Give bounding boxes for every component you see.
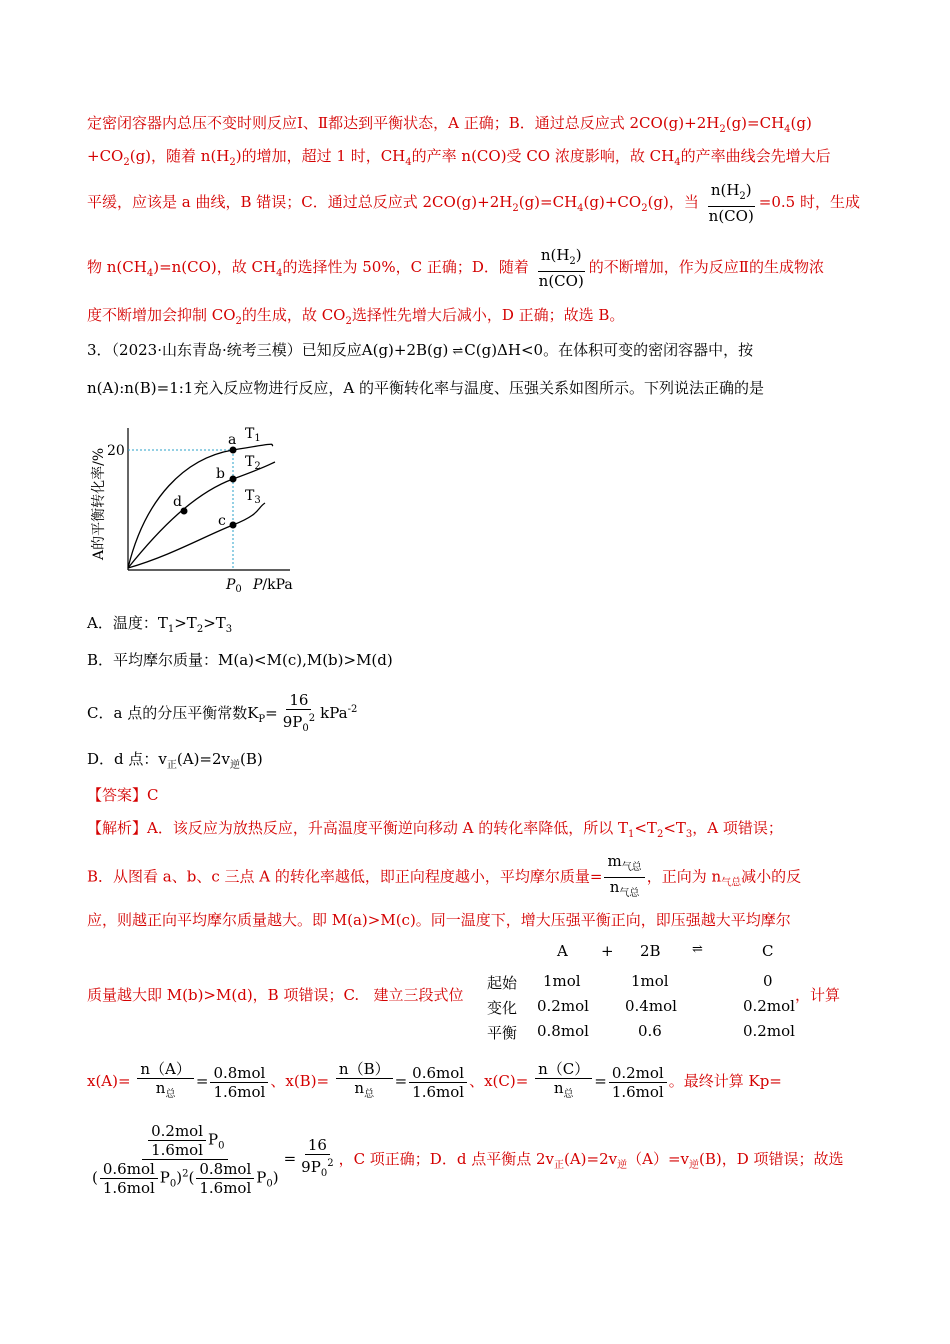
xb-label: 、x(B)=	[270, 1072, 330, 1090]
line3-e: =0.5 时，生成	[758, 193, 860, 211]
ex1-a: 【解析】A．该反应为放热反应，升高温度平衡逆向移动 A 的转化率降低，所以 T	[87, 819, 628, 837]
kp-bot-frac-2	[196, 1160, 254, 1197]
xa-frac-1: $\frac{n(A)}{n_总}$	[137, 1060, 194, 1104]
xc-frac-1: $\frac{n(C)}{n_总}$	[535, 1060, 592, 1104]
q3-reaction-left: A(g)+2B(g)	[361, 341, 449, 359]
text-line-1: 定密闭容器内总压不变时则反应Ⅰ、Ⅱ都达到平衡状态，A 正确；B．通过总反应式 $2CO(g)+2H_2(g)=CH_4(g)$	[87, 114, 812, 135]
series-label-T2: $T_2$	[245, 454, 261, 472]
x-tick-label: $P_0$	[226, 577, 242, 595]
ex2-b: ，正向为 n	[646, 867, 722, 886]
kp-compound-line: $\frac{\text{0.2mol}}{\text{1.6mol}}$ $P_0$ ( $\frac{\text{0.6mol}}{\text{1.6mol}}$ $P_0)^2$( $\frac{\text{0.8mol}}{\text{1.6mol}}$ $P_0$) = $\frac{16}{9P_0^2}$ ，C 项正确；D．d 点平衡点 $2v_正(A)=2v_逆(A)=v_逆(B)$，D 项错误；故选	[87, 1122, 844, 1197]
point-c	[230, 522, 237, 529]
kp-big-fraction: $\frac{\text{0.2mol}}{\text{1.6mol}}$ $P_0$ ( $\frac{\text{0.6mol}}{\text{1.6mol}}$ $P_0)^2$( $\frac{\text{0.8mol}}{\text{1.6mol}}$ $P_0$)	[92, 1122, 279, 1197]
q3-intro-2: 。在体积可变的密闭容器中，按	[543, 341, 754, 359]
cell-start-c: 0	[763, 972, 773, 990]
explanation-line-4	[87, 985, 464, 1005]
option-c: C．a 点的分压平衡常数$K_P=$ $\frac{16}{9P_0^2}$ kPa$^{-2}$	[87, 688, 357, 742]
line2-c: )的增加，超过 1 时，CH	[235, 147, 406, 165]
line2-b: (g)，随着 n(H	[129, 147, 230, 165]
kp-result-den: 9P	[301, 1158, 321, 1176]
kp-result-num: 16	[305, 1136, 330, 1155]
option-a-label: A．温度：	[87, 614, 158, 632]
xb-d1: n	[354, 1079, 365, 1097]
option-b-label: B．平均摩尔质量：	[87, 651, 219, 669]
line5-b: 的生成，故 CO	[241, 306, 346, 324]
line3-c: (g)+CO	[583, 193, 642, 211]
xc-d1: n	[553, 1079, 564, 1097]
question-3-line-2	[87, 378, 764, 398]
conversion-pressure-chart	[85, 418, 305, 598]
kp-bot-frac-1	[100, 1160, 158, 1197]
xb-n1: n（B）	[336, 1060, 393, 1079]
xc-n2: 0.2mol	[609, 1064, 667, 1083]
option-b-formula: M(a)<M(c),M(b)>M(d)	[218, 651, 393, 669]
line4-c: 的选择性为 50%，C 正确；D．随着	[282, 258, 529, 276]
xa-n1: n（A）	[137, 1060, 194, 1079]
kp-final-label: 。最终计算 Kp=	[668, 1072, 782, 1090]
line4-d: 的不断增加，作为反应Ⅱ的生成物浓	[588, 258, 824, 276]
ex6-a: ，C 项正确；D．d 点平衡点 2v	[338, 1149, 554, 1168]
cell-change-b: 0.4mol	[625, 997, 677, 1015]
explanation-line-4-end: ，计算	[795, 986, 841, 1004]
xc-d2: 1.6mol	[611, 1082, 664, 1101]
molar-mass-fraction: $\frac{m_{气总}}{n_{气总}}$	[604, 852, 644, 903]
xc-label: 、x(C)=	[469, 1072, 529, 1090]
x-axis-label: P/kPa	[253, 577, 293, 593]
kp-numerator: 16	[286, 691, 311, 710]
xa-n2: 0.8mol	[210, 1064, 268, 1083]
ex6-c: （A）=v	[627, 1149, 690, 1168]
option-d-label: D．d 点：	[87, 750, 159, 768]
xb-n2: 0.6mol	[409, 1064, 467, 1083]
kp-bot-a: 0.6mol	[100, 1160, 158, 1179]
kp-result-frac: $\frac{16}{9P_0^2}$	[301, 1136, 334, 1179]
q3-reaction-right: C(g)ΔH<0	[464, 341, 544, 359]
mole-fraction-line: x(A)= $\frac{n(A)}{n_总}$ = $\frac{\text{0.8mol}}{\text{1.6mol}}$ 、x(B)= $\frac{n(B)}{n_总}$ = $\frac{\text{0.6mol}}{\text{1.6mol}}$ 、x(C)= $\frac{n(C)}{n_总}$ = $\frac{\text{0.2mol}}{\text{1.6mol}}$ 。最终计算 Kp=	[87, 1058, 782, 1104]
xa-d1: n	[155, 1079, 166, 1097]
explanation-line-2: B．从图看 a、b、c 三点 A 的转化率越低，即正向程度越小，平均摩尔质量= $\frac{m_{气总}}{n_{气总}}$ ，正向为 $n_{气总}$减小的反	[87, 852, 801, 906]
line3-a: 平缓，应该是 a 曲线，B 错误；C．通过总反应式 2CO(g)+2H	[87, 193, 513, 211]
ex6-b: (A)=2v	[564, 1149, 618, 1168]
table-header-plus: +	[601, 942, 614, 960]
y-tick-label: 20	[107, 443, 125, 459]
kp-bot-b: 1.6mol	[102, 1179, 155, 1197]
ex2-c: 减小的反	[741, 867, 802, 886]
q3-intro: 3．（2023·山东青岛·统考三模）已知反应	[87, 341, 362, 359]
option-d: D．d 点：$v_正(A)=2v_逆(B)$	[87, 750, 263, 771]
cell-eq-c: 0.2mol	[743, 1022, 795, 1040]
cell-change-a: 0.2mol	[537, 997, 589, 1015]
ex2-a: B．从图看 a、b、c 三点 A 的转化率越低，即正向程度越小，平均摩尔质量=	[87, 867, 603, 886]
point-label-d: d	[173, 494, 182, 510]
text-line-5: 度不断增加会抑制 $CO_2$的生成，故 $CO_2$选择性先增大后减小，D 正确；故选 B。	[87, 306, 625, 327]
kp-bot-d: 1.6mol	[199, 1179, 252, 1197]
text-line-4: 物 $n(CH_4)=n(CO)$，故 $CH_4$的选择性为 50%，C 正确；D．随着 $\frac{n(H_2)}{n(CO)}$ 的不断增加，作为反应Ⅱ的生成物浓	[87, 246, 824, 290]
ex1-b: 项错误；	[722, 819, 783, 837]
series-label-T1: $T_1$	[245, 426, 261, 444]
line5-a: 度不断增加会抑制 CO	[87, 306, 236, 324]
option-c-label: C．a 点的分压平衡常数	[87, 704, 248, 722]
answer-line: 【答案】C	[87, 786, 159, 804]
kp-top-n: 0.2mol	[148, 1122, 206, 1141]
xa-frac-2	[210, 1064, 268, 1101]
ex6-d: (B)，D 项错误；故选	[699, 1149, 844, 1168]
xc-frac-2	[609, 1064, 667, 1101]
line2-e: 的产率曲线会先增大后	[680, 147, 831, 165]
row-label-equilibrium: 平衡	[487, 1024, 518, 1042]
line3-b: (g)=CH	[518, 193, 578, 211]
kp-fraction: $\frac{16}{9P_0^2}$	[282, 690, 316, 734]
option-a: A．温度：$T_1>T_2>T_3$	[87, 614, 233, 635]
text-line-2: $+CO_2(g)$，随着 $n(H_2)$的增加，超过 1 时，$CH_4$的产率 n(CO)受 CO 浓度影响，故 $CH_4$的产率曲线会先增大后	[87, 147, 831, 168]
row-label-start: 起始	[487, 974, 518, 992]
point-label-a: a	[228, 432, 237, 448]
line4-b: )=n(CO)，故 CH	[153, 258, 277, 276]
table-header-c: C	[762, 942, 774, 960]
point-b	[230, 476, 237, 483]
xc-n1: n（C）	[535, 1060, 592, 1079]
line2-a: +CO	[87, 147, 124, 165]
y-axis-label: A的平衡转化率/%	[91, 447, 107, 560]
cell-eq-b: 0.6	[638, 1022, 662, 1040]
xb-frac-1: $\frac{n(B)}{n_总}$	[336, 1060, 393, 1104]
ice-table	[487, 942, 795, 1042]
point-label-b: b	[216, 466, 225, 482]
xb-d2: 1.6mol	[412, 1082, 465, 1101]
line1-part-c: (g)	[790, 114, 812, 132]
q3-ratio: n(A):n(B)=1:1	[87, 379, 194, 397]
equilibrium-arrow-icon: ⇌	[452, 344, 461, 359]
ex4-a: 质量越大即 M(b)>M(d)，B 项错误；C.	[87, 986, 360, 1004]
row-label-change: 变化	[487, 999, 518, 1017]
line5-c: 选择性先增大后减小，D 正确；故选 B。	[351, 306, 625, 324]
explanation-line-3: 应，则越正向平均摩尔质量越大。即 M(a)>M(c)。同一温度下，增大压强平衡正向，即压强越大平均摩尔	[87, 911, 791, 929]
cell-change-c: 0.2mol	[743, 997, 795, 1015]
cell-start-b: 1mol	[631, 972, 669, 990]
series-label-T3: $T_3$	[245, 488, 261, 506]
question-3-line-1	[87, 340, 753, 362]
explanation-line-1: 【解析】A．该反应为放热反应，升高温度平衡逆向移动 A 的转化率降低，所以 $T_1<T_2<T_3$，A 项错误；	[87, 819, 783, 840]
kp-unit: kPa	[320, 704, 348, 722]
line1-part-b: (g)=CH	[725, 114, 785, 132]
line4-a: 物 n(CH	[87, 258, 147, 276]
line2-d: 的产率 n(CO)受 CO 浓度影响，故 CH	[411, 147, 675, 165]
table-header-a: A	[557, 942, 568, 960]
line3-d: (g)，当	[647, 193, 699, 211]
table-header-2b: 2B	[640, 942, 661, 960]
xa-d2: 1.6mol	[213, 1082, 266, 1101]
text-line-3: 平缓，应该是 a 曲线，B 错误；C．通过总反应式 $2CO(g)+2H_2(g)=CH_4(g)+CO_2(g)$，当 $\frac{n(H_2)}{n(CO)}$ =0.5 时，生成	[87, 181, 860, 225]
ratio-h2-co-fraction-1: $\frac{n(H_2)}{n(CO)}$	[708, 181, 754, 225]
xb-frac-2	[409, 1064, 467, 1101]
xa-label: x(A)=	[87, 1072, 131, 1090]
ex4-b: 建立三段式位	[373, 986, 464, 1004]
point-label-c: c	[218, 513, 226, 529]
line1-part-a: 定密闭容器内总压不变时则反应Ⅰ、Ⅱ都达到平衡状态，A 正确；B．通过总反应式 2CO(g)+2H	[87, 114, 720, 132]
cell-start-a: 1mol	[543, 972, 581, 990]
q3-intro-3: 充入反应物进行反应，A 的平衡转化率与温度、压强关系如图所示。下列说法正确的是	[193, 379, 764, 397]
cell-eq-a: 0.8mol	[537, 1022, 589, 1040]
kp-top-d: 1.6mol	[151, 1141, 204, 1159]
kp-top-frac	[148, 1122, 206, 1159]
ratio-h2-co-fraction-2: $\frac{n(H_2)}{n(CO)}$	[538, 246, 584, 290]
kp-bot-c: 0.8mol	[196, 1160, 254, 1179]
equilibrium-arrow-icon: ⇌	[692, 942, 703, 957]
option-b	[87, 650, 393, 670]
